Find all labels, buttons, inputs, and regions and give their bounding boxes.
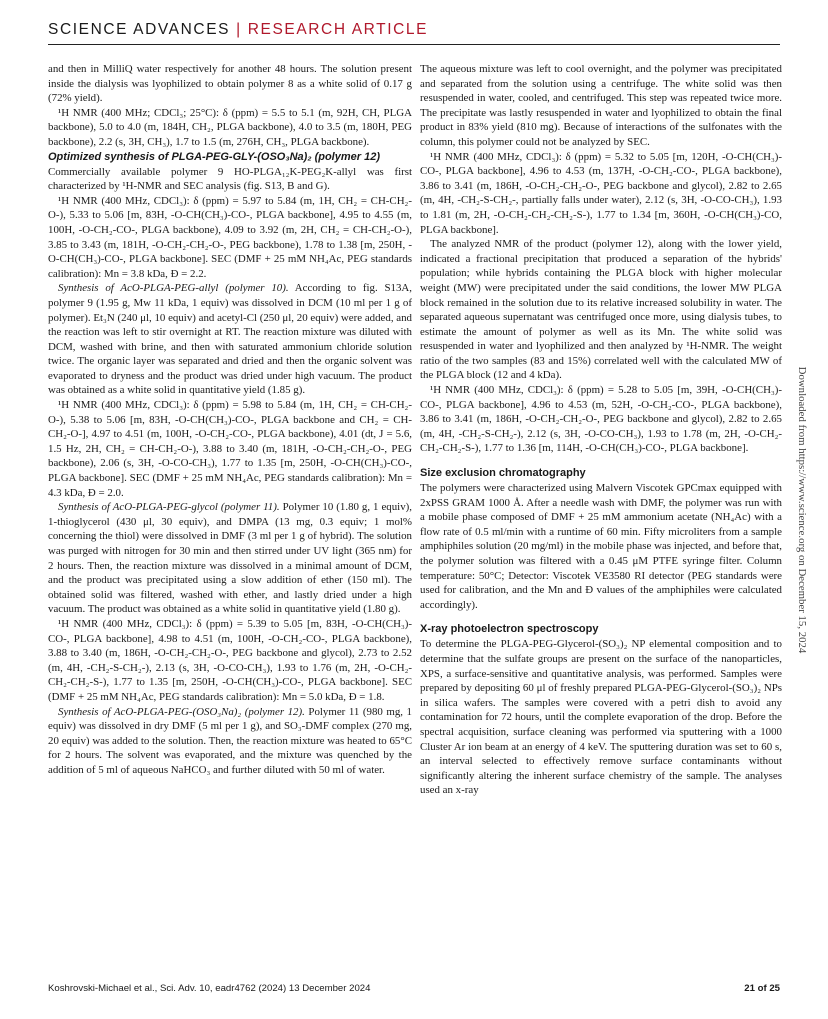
subsection-heading: Synthesis of AcO-PLGA-PEG-(OSO₃Na)₂ (polymer 12). <box>58 705 305 718</box>
paragraph: and then in MilliQ water respectively for another 48 hours. The solution present inside the dialysis was lyophilized to obtain polymer 8 as a white solid of 0.17 g (72% yield). <box>48 63 412 105</box>
left-column <box>48 62 412 778</box>
nmr-paragraph: ¹H NMR (400 MHz, CDCl₃): δ (ppm) = 5.28 to 5.05 [m, 39H, -O-CH(CH₃)-CO-, PLGA backbone], 4.96 to 4.53 (m, 52H, -O-CH₂-CO-, PLGA backbone), 3.86 to 3.41 (m, 186H, -O-CH₂-CH₂-O-, PEG backbone and glycol), 2.82 to 2.65 (m, 4H, -CH₂-S-CH₂-), 2.12 (s, 3H, -O-CO-CH₃), 1.93 to 1.78 (m, 2H, -O-CH₂-CH₂-CH₂-S-), 1.77 to 1.36 [m, 114H, -O-CH(CH₃)-CO-, PLGA backbone]. <box>420 384 782 455</box>
synthesis-paragraph <box>48 281 412 398</box>
header-rule <box>48 44 780 45</box>
paragraph-text: According to fig. S13A, polymer 9 (1.95 g, Mw 11 kDa, 1 equiv) was dissolved in DCM (10 ml per 1 g of polymer). Et₃N (240 μl, 10 equiv) and acetyl-Cl (250 μl, 20 equiv) were added, and the reaction was left to stir overnight at RT. The reaction mixture was diluted with DCM, washed with brine, and then with saturated ammonium chloride solution twice. The organic layer was separated and dried and then the organic solvent was evaporated to dryness and the product was dried under high vacuum. The product was obtained as a white solid in quantitative yield (1.85 g). <box>48 282 413 397</box>
paragraph: The polymers were characterized using Malvern Viscotek GPCmax equipped with 2xPSS GRAM 1000 Å. After a needle wash with DMF, the polymer was run with a mobile phase composed of DMF + 25 mM ammonium acetate (NH₄Ac) with a flow rate of 0.5 ml/min with a runtime of 60 min. Fifty microliters from a sample amphiphiles solution (20 mg/ml) in the mobile phase was injected, and before that, the polymer solution was filtered with a 0.45 μM PTFE syringe filter. Column temperature: 50°C; Detector: Viscotek VE3580 RI detector (PEG standards were used for calibration, and the Mn and Đ values of the amphiphiles were calculated accordingly). <box>420 482 782 611</box>
right-column <box>420 62 782 798</box>
subsection-heading: Synthesis of AcO-PLGA-PEG-glycol (polymer 11). <box>58 501 280 514</box>
synthesis-paragraph <box>48 500 412 617</box>
paragraph: To determine the PLGA-PEG-Glycerol-(SO₃)₂ NP elemental composition and to determine that the sulfate groups are present on the surface of the nanoparticles, XPS, a surface-sensitive and quantitative analysis, was performed. Samples were prepared by depositing 60 μl of freshly prepared PLGA-PEG-Glycerol-(SO₃)₂ NPs in silica wafers. The samples were covered with a petri dish to avoid any contamination for 72 hours, until the complete evaporation of the drop. Before the spectral acquisition, surface cleaning was performed via sputtering with a 1000 Cluster Ar ion beam at an energy of 4 keV. The sputtering duration was set to 60 s, an interval selected to effectively remove surface contaminants without significantly altering the inherent surface chemistry of the sample. The analyses used an x-ray <box>420 638 782 797</box>
page-number: 21 of 25 <box>744 983 780 994</box>
nmr-paragraph: ¹H NMR (400 MHz; CDCl₃; 25°C): δ (ppm) = 5.5 to 5.1 (m, 92H, CH, PLGA backbone), 5.0 to 4.0 (m, 184H, CH₂, PLGA backbone), 4.0 to 3.5 (m, 180H, PEG backbone), 2.2 (s, 3H, CH₃), 1.7 to 1.5 (m, 276H, CH₃, PLGA backbone). <box>48 106 412 148</box>
nmr-paragraph: ¹H NMR (400 MHz, CDCl₃): δ (ppm) = 5.98 to 5.84 (m, 1H, CH₂ = CH-CH₂-O-), 5.38 to 5.06 [m, 83H, -O-CH(CH₃)-CO-, PLGA backbone and CH₂ = CH-CH₂-O-], 4.97 to 4.51 (m, 100H, -O-CH₂-CO-, PLGA backbone), 4.01 (dt, J = 5.6, 1.5 Hz, 2H, CH₂ = CH-CH₂-O-), 3.88 to 3.40 (m, 181H, -O-CH₂-CH₂-O-, PEG backbone), 2.06 (s, 3H, -O-CO-CH₃), 1.77 to 1.35 [m, 250H, -O-CH(CH₃)-CO-, PLGA backbone]. SEC (DMF + 25 mM NH₄Ac, PEG standards calibration): Mn = 4.3 kDa, Đ = 2.0. <box>48 399 412 499</box>
journal-name: SCIENCE ADVANCES <box>48 21 231 38</box>
section-heading: X-ray photoelectron spectroscopy <box>420 623 599 636</box>
synthesis-paragraph <box>48 705 412 778</box>
citation: Koshrovski-Michael et al., Sci. Adv. 10, eadr4762 (2024) 13 December 2024 <box>48 983 371 994</box>
paragraph: The analyzed NMR of the product (polymer 12), along with the lower yield, indicated a fractional precipitation that produced a separation of the hybrids' population; while hybrids containing the PLGA block with higher molecular weight (MW) were precipitated under the said conditions, the lower MW PLGA block remained in the solution due to its relative increased solubility in water. The separated aqueous supernatant was centrifuged once more, using dialysis tubes, to estimate the amount of polymer as well as its Mn. The white solid was resuspended in water and lyophilized and then analyzed by ¹H-NMR. The weight ratio of the two samples (83 and 15%) correlated well with the calculated MW of the PLGA block (12 and 4 kDa). <box>420 238 782 382</box>
nmr-paragraph: ¹H NMR (400 MHz, CDCl₃): δ (ppm) = 5.97 to 5.84 (m, 1H, CH₂ = CH-CH₂-O-), 5.33 to 5.06 [m, 83H, -O-CH(CH₃)-CO-, PLGA backbone], 4.95 to 4.55 (m, 100H, -O-CH₂-CO-, PLGA backbone), 4.09 to 3.92 (m, 2H, CH₂ = CH-CH₂-O-), 3.85 to 3.43 (m, 181H, -O-CH₂-CH₂-O-, PEG backbone), 1.78 to 1.38 [m, 250H, -O-CH(CH₃)-CO-, PLGA backbone]. SEC (DMF + 25 mM NH₄Ac, PEG standards calibration): Mn = 3.8 kDa, Đ = 2.2. <box>48 194 412 280</box>
download-note: Downloaded from https://www.science.org on December 15, 2024 <box>796 366 808 654</box>
nmr-paragraph: ¹H NMR (400 MHz, CDCl₃): δ (ppm) = 5.39 to 5.05 [m, 83H, -O-CH(CH₃)-CO-, PLGA backbone], 4.98 to 4.51 (m, 100H, -O-CH₂-CO-, PLGA backbone), 3.88 to 3.40 (m, 186H, -O-CH₂-CH₂-O-, PEG backbone and glycol), 2.73 to 2.52 (m, 4H, -CH₂-S-CH₂-), 2.13 (s, 3H, -O-CO-CH₃), 1.93 to 1.76 (m, 2H, -O-CH₂-CH₂-CH₂-S-), 1.77 to 1.35 [m, 250H, -O-CH(CH₃)-CO-, PLGA backbone]. SEC (DMF + 25 mM NH₄Ac, PEG standards calibration): Mn = 5.0 kDa, Đ = 1.8. <box>48 617 412 703</box>
paragraph-text: Polymer 10 (1.80 g, 1 equiv), 1-thioglycerol (430 μl, 30 equiv), and DMPA (13 mg, 0.3 equiv; 1 mol% concerning the thiol) were dissolved in DMF (3 ml per 1 g of hybrid). The solution was purged with nitrogen for 30 min and then stirred under UV light (365 nm) for 2 hours. Then, the reaction mixture was dissolved in a minimal amount of DCM, and the product was precipitated using a slow addition of ether (150 ml). The obtained solid was filtered, washed with ether, and lastly dried under a high vacuum. The product was obtained as a white solid in quantitative yield (1.80 g). <box>48 501 412 616</box>
subsection-heading: Synthesis of AcO-PLGA-PEG-allyl (polymer 10). <box>58 282 289 295</box>
journal-header <box>48 21 780 39</box>
paragraph-text: Polymer 11 (980 mg, 1 equiv) was dissolved in dry DMF (5 ml per 1 g), and SO₃-DMF complex (270 mg, 20 equiv) was added to the solution. Then, the reaction mixture was heated to 65°C for 2 hours. The solvent was evaporated, and the mixture was quenched by the addition of 5 ml of aqueous NaHCO₃ and further diluted with 50 ml of water. <box>48 705 412 776</box>
paragraph: The aqueous mixture was left to cool overnight, and the polymer was precipitated and separated from the solution using a centrifuge. The white solid was then resuspended in water, cooled, and centrifuged. This step was repeated twice more. The precipitate was lastly resuspended in water and lyophilized to obtain the final product in 83% yield (810 mg). Because of interactions of the sulfonates with the column, this polymer could not be analyzed by SEC. <box>420 63 782 148</box>
download-watermark <box>787 360 817 660</box>
nmr-paragraph: ¹H NMR (400 MHz, CDCl₃): δ (ppm) = 5.32 to 5.05 [m, 120H, -O-CH(CH₃)-CO-, PLGA backbone], 4.96 to 4.53 (m, 137H, -O-CH₂-CO-, PLGA backbone), 3.86 to 3.41 (m, 186H, -O-CH₂-CH₂-O-, PEG backbone and glycol), 2.82 to 2.65 (m, 4H, -CH₂-S-CH₂-, partially falls under water), 2.12 (s, 3H, -O-CO-CH₃), 1.93 to 1.81 (m, 2H, -O-CH₂-CH₂-CH₂-S-), 1.77 to 1.34 [m, 360H, -O-CH(CH₃)-CO, PLGA backbone]. <box>420 150 782 236</box>
section-heading: Size exclusion chromatography <box>420 467 586 480</box>
article-type: RESEARCH ARTICLE <box>247 21 429 38</box>
header-separator: | <box>236 21 242 38</box>
paragraph: Commercially available polymer 9 HO-PLGA₁₂K-PEG₂K-allyl was first characterized by ¹H-NMR and SEC analysis (fig. S13, B and G). <box>48 165 412 193</box>
section-heading: Optimized synthesis of PLGA-PEG-GLY-(OSO₃Na)₂ (polymer 12) <box>48 150 380 163</box>
